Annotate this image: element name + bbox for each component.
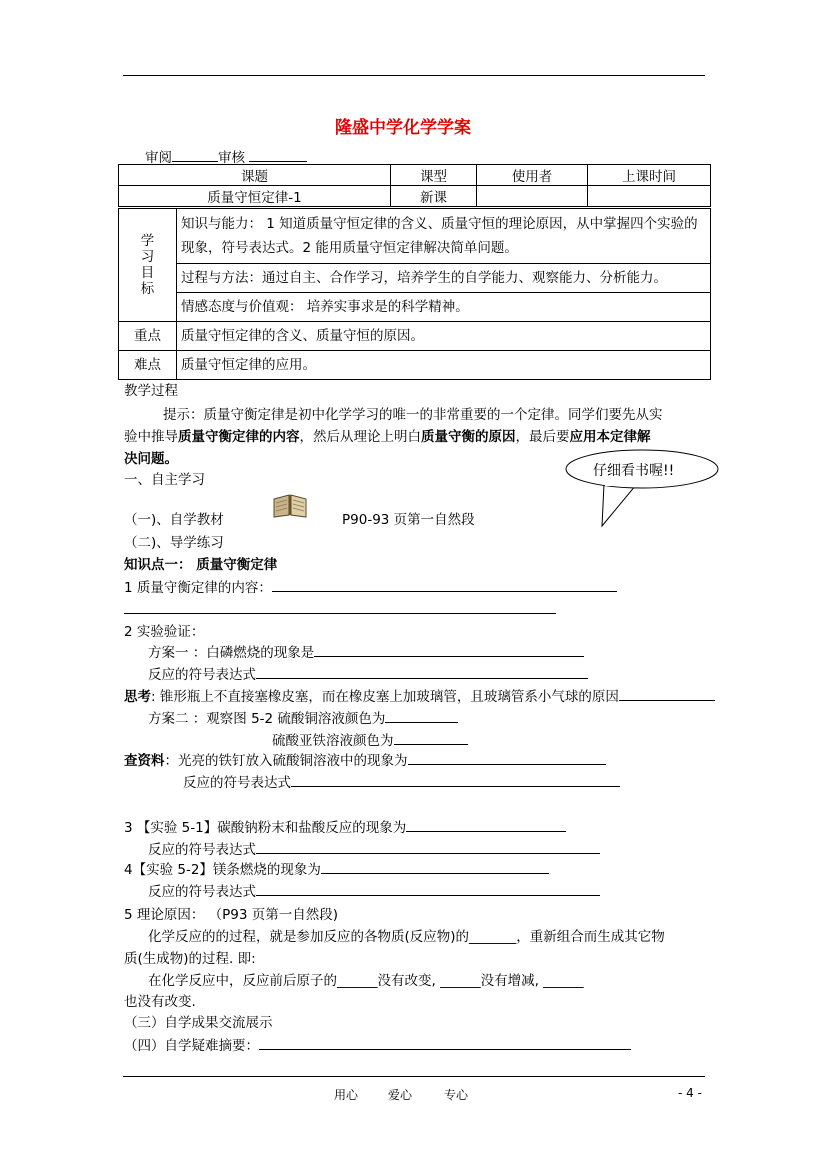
time-value[interactable] xyxy=(588,186,711,207)
theory-line-3: 在化学反应中，反应前后原子的______没有改变, ______没有增减, ______ xyxy=(148,973,584,989)
section-guided: （二)、导学练习 xyxy=(124,535,224,551)
theory-line-4: 也没有改变. xyxy=(124,994,196,1010)
footer-left: 用心 xyxy=(334,1088,359,1102)
question-5: 5 理论原因： （P93 页第一自然段) xyxy=(124,907,339,923)
difficulty-label: 难点 xyxy=(119,351,177,380)
theory-line-1: 化学反应的的过程，就是参加反应的各物质(反应物)的_______，重新组合而生成其它物 xyxy=(148,929,665,945)
question-1-line-2 xyxy=(124,598,556,618)
review-blank[interactable] xyxy=(172,146,218,162)
goals-table xyxy=(118,208,711,380)
goals-label-char: 习 xyxy=(140,249,155,265)
answer-blank[interactable] xyxy=(256,880,600,896)
question-4-expr xyxy=(148,880,600,900)
hint-text: ，然后从理论上明白 xyxy=(299,429,421,445)
check-blank[interactable] xyxy=(249,146,307,162)
footer-right: 专心 xyxy=(444,1088,469,1102)
plan-1 xyxy=(148,641,584,661)
theory-line-2: 质(生成物)的过程. 即: xyxy=(124,951,256,967)
goals-label xyxy=(119,209,177,322)
section-self-study: 一、自主学习 xyxy=(124,472,205,488)
answer-blank[interactable] xyxy=(314,641,584,657)
lookup-line xyxy=(124,749,606,769)
review-line xyxy=(124,146,307,166)
hint-bold: 应用本定律解 xyxy=(569,429,651,445)
hint-line-1: 提示：质量守衡定律是初中化学学习的唯一的非常重要的一个定律。同学们要先从实 xyxy=(163,407,663,423)
section-exchange: （三）自学成果交流展示 xyxy=(124,1015,273,1031)
question-3-text: 3 【实验 5-1】碳酸钠粉末和盐酸反应的现象为 xyxy=(124,820,407,836)
topic-value: 质量守恒定律-1 xyxy=(119,186,391,207)
answer-blank[interactable] xyxy=(408,749,606,765)
difficulty-text: 质量守恒定律的应用。 xyxy=(177,351,711,380)
think-line xyxy=(124,685,715,705)
answer-blank[interactable] xyxy=(394,729,468,745)
symbol-expr-label: 反应的符号表达式 xyxy=(183,775,291,791)
self-study-label: （一)、自学教材 xyxy=(124,512,224,528)
speech-bubble-text: 仔细看书喔!! xyxy=(593,463,675,479)
hint-bold: 质量守衡的原因 xyxy=(421,429,516,445)
knowledge-point-1: 知识点一： 质量守衡定律 xyxy=(124,557,278,573)
ferrous-line xyxy=(272,729,468,749)
answer-blank[interactable] xyxy=(124,598,556,614)
goal-process: 过程与方法：通过自主、合作学习，培养学生的自学能力、观察能力、分析能力。 xyxy=(177,264,711,293)
check-label: 审核 xyxy=(218,150,246,166)
hint-text: ，最后要 xyxy=(515,429,570,445)
header-topic: 课题 xyxy=(119,165,391,186)
goals-label-char: 标 xyxy=(140,281,155,297)
plan-1-expr xyxy=(148,663,588,683)
key-point-label: 重点 xyxy=(119,322,177,351)
question-2: 2 实验验证： xyxy=(124,624,205,640)
answer-blank[interactable] xyxy=(272,576,617,592)
answer-blank[interactable] xyxy=(256,663,588,679)
answer-blank[interactable] xyxy=(385,707,458,723)
goal-emotion: 情感态度与价值观： 培养实事求是的科学精神。 xyxy=(177,293,711,322)
hint-text: 验中推导 xyxy=(124,429,178,445)
answer-blank[interactable] xyxy=(321,858,549,874)
goals-label-char: 学 xyxy=(140,233,155,249)
lookup-expr xyxy=(183,771,620,791)
symbol-expr-label: 反应的符号表达式 xyxy=(148,884,256,900)
type-value: 新课 xyxy=(391,186,477,207)
header-type: 课型 xyxy=(391,165,477,186)
lookup-text: ：光亮的铁钉放入硫酸铜溶液中的现象为 xyxy=(164,753,408,769)
page-number: - 4 - xyxy=(678,1086,702,1100)
answer-blank[interactable] xyxy=(619,685,715,701)
answer-blank[interactable] xyxy=(256,838,600,854)
goal-knowledge: 知识与能力： 1 知道质量守恒定律的含义、质量守恒的理论原因，从中掌握四个实验的现象，符号表达式。2 能用质量守恒定律解决简单问题。 xyxy=(177,209,711,264)
hint-line-3: 决问题。 xyxy=(124,451,178,467)
goals-label-char: 目 xyxy=(140,265,155,281)
top-rule xyxy=(123,75,705,76)
lookup-label: 查资料 xyxy=(124,753,165,769)
think-text: : 锥形瓶上不直接塞橡皮塞，而在橡皮塞上加玻璃管，且玻璃管系小气球的原因 xyxy=(151,689,619,705)
think-label: 思考 xyxy=(124,689,151,705)
question-4 xyxy=(124,858,549,878)
header-time: 上课时间 xyxy=(588,165,711,186)
page-title: 隆盛中学化学学案 xyxy=(335,118,471,138)
review-prefix: _ xyxy=(124,150,131,166)
key-point-text: 质量守恒定律的含义、质量守恒的原因。 xyxy=(177,322,711,351)
ferrous-text: 硫酸亚铁溶液颜色为 xyxy=(272,733,394,749)
symbol-expr-label: 反应的符号表达式 xyxy=(148,667,256,683)
answer-blank[interactable] xyxy=(259,1034,631,1050)
self-study-pages: P90-93 页第一自然段 xyxy=(342,512,475,528)
plan-1-text: 方案一 ：白磷燃烧的现象是 xyxy=(148,645,315,661)
header-user: 使用者 xyxy=(477,165,588,186)
answer-blank[interactable] xyxy=(291,771,620,787)
hint-line-2 xyxy=(124,425,651,445)
hint-bold: 质量守衡定律的内容 xyxy=(178,429,300,445)
user-value[interactable] xyxy=(477,186,588,207)
bottom-rule xyxy=(123,1076,705,1077)
question-3 xyxy=(124,816,566,836)
plan-2-text: 方案二 ：观察图 5-2 硫酸铜溶液颜色为 xyxy=(148,711,386,727)
section-questions xyxy=(124,1034,631,1054)
book-icon xyxy=(272,493,308,519)
question-1-text: 1 质量守衡定律的内容： xyxy=(124,580,272,596)
footer-mid: 爱心 xyxy=(388,1088,413,1102)
question-1 xyxy=(124,576,617,596)
symbol-expr-label: 反应的符号表达式 xyxy=(148,842,256,858)
answer-blank[interactable] xyxy=(406,816,566,832)
question-4-text: 4【实验 5-2】镁条燃烧的现象为 xyxy=(124,862,321,878)
plan-2 xyxy=(148,707,458,727)
section-questions-label: （四）自学疑难摘要： xyxy=(124,1038,259,1054)
question-3-expr xyxy=(148,838,600,858)
review-label: 审阅 xyxy=(145,150,173,166)
process-title: 教学过程 xyxy=(124,383,178,399)
lesson-info-table xyxy=(118,164,711,207)
